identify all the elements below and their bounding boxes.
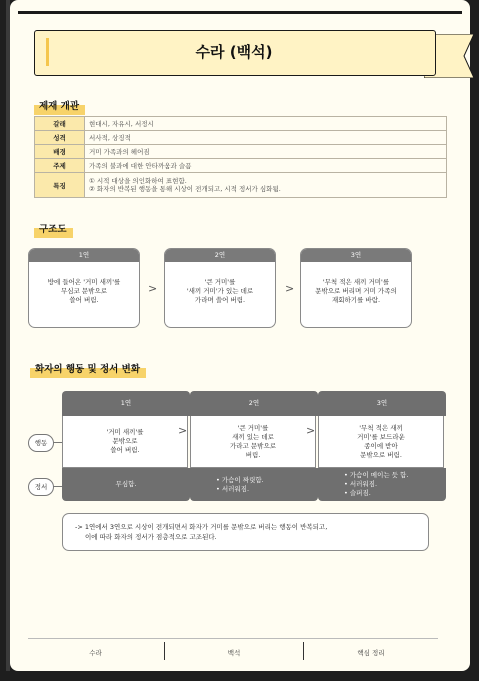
text-line: 재회하기를 바람. — [331, 296, 381, 304]
behavior-column-3 — [318, 391, 446, 501]
text-line: 무심함. — [115, 480, 137, 488]
behavior-heading: 화자의 행동 및 정서 변화 — [30, 358, 146, 378]
text-line: '무척 적은 새끼 — [359, 424, 403, 432]
footer-rule — [28, 638, 438, 639]
text-line: 종이에 받아 — [364, 442, 398, 450]
feature-line: ① 시적 대상을 의인화하여 표현함. — [89, 177, 187, 185]
summary-box — [62, 513, 429, 551]
row-key: 주제 — [35, 159, 85, 173]
text-line: '새끼 거미'가 있는 데로 — [186, 287, 254, 295]
text-line: • 슬퍼짐. — [344, 489, 371, 497]
text-line: • 가슴이 짜릿함. — [216, 476, 264, 484]
text-line: 버림. — [245, 451, 261, 459]
row-label-action: 행동 — [28, 434, 54, 452]
structure-box-3 — [300, 248, 412, 328]
structure-box-body — [29, 262, 139, 305]
text-line: 무심코 문밖으로 — [60, 287, 108, 295]
structure-box-body — [301, 262, 411, 305]
text-line: • 서러워짐. — [216, 485, 250, 493]
text-line: 방에 들어온 '거미 새끼'를 — [47, 278, 121, 286]
structure-box-head: 3연 — [301, 249, 411, 262]
chevron-right-icon: > — [285, 282, 295, 295]
action-cell — [62, 416, 188, 468]
text-line: 쓸어 버림. — [110, 446, 140, 454]
row-label-emotion: 정서 — [28, 478, 54, 496]
text-line: 문밖으로 버림. — [360, 451, 402, 459]
row-value: 현대시, 자유시, 서정시 — [85, 117, 447, 131]
row-key: 특징 — [35, 173, 85, 198]
row-value: 가족의 불과에 대한 안타까움과 슬픔 — [85, 159, 447, 173]
column-head: 3연 — [318, 391, 446, 416]
row-value: 거미 가족과의 헤어짐 — [85, 145, 447, 159]
text-line: 새끼 있는 데로 — [232, 433, 274, 441]
text-line: '무척 적은 새끼 거미'를 — [322, 278, 390, 286]
row-value — [85, 173, 447, 198]
emotion-cell — [318, 468, 446, 501]
table-row — [35, 131, 447, 145]
text-line: '큰 거미'를 — [204, 278, 236, 286]
text-line: • 가슴이 메이는 듯 함. — [344, 471, 409, 479]
text-line: 거미'를 보드라운 — [357, 433, 405, 441]
text-line: 가라고 문밖으로 — [229, 442, 277, 450]
row-key: 성격 — [35, 131, 85, 145]
structure-box-head: 1연 — [29, 249, 139, 262]
text-line: • 서러워짐. — [344, 480, 378, 488]
table-row — [35, 145, 447, 159]
table-row — [35, 159, 447, 173]
structure-box-1 — [28, 248, 140, 328]
summary-line: -> 1연에서 3연으로 시상이 전개되면서 화자가 거미를 문밖으로 버리는 행동이 반복되고, — [75, 523, 328, 531]
chevron-right-icon: > — [148, 282, 158, 295]
behavior-column-1 — [62, 391, 190, 501]
feature-line: ② 화자의 반복된 행동을 통해 시상이 전개되고, 시적 정서가 심화됨. — [89, 185, 281, 193]
footer-title: 수라 — [89, 649, 102, 657]
structure-box-2 — [164, 248, 276, 328]
behavior-column-2 — [190, 391, 318, 501]
chevron-right-icon: > — [178, 424, 188, 437]
text-line: 문밖으로 버리며 거미 가족의 — [315, 287, 397, 295]
row-value: 서사적, 상징적 — [85, 131, 447, 145]
table-row — [35, 117, 447, 131]
overview-table — [34, 116, 447, 198]
overview-heading: 제재 개관 — [34, 95, 85, 115]
structure-box-body — [165, 262, 275, 305]
action-cell — [318, 416, 444, 468]
summary-line: 이에 따라 화자의 정서가 점층적으로 고조된다. — [85, 533, 217, 541]
row-key: 배경 — [35, 145, 85, 159]
table-row — [35, 173, 447, 198]
text-line: 문밖으로 — [112, 437, 138, 445]
footer-section: 핵심 정리 — [357, 649, 385, 657]
emotion-cell — [62, 468, 190, 501]
column-head: 1연 — [62, 391, 190, 416]
text-line: '큰 거미'를 — [237, 424, 269, 432]
text-line: '거미 새끼'를 — [106, 428, 144, 436]
structure-heading: 구조도 — [34, 218, 73, 238]
title-banner — [34, 30, 444, 74]
text-line: 쓸어 버림. — [69, 296, 99, 304]
emotion-cell — [190, 468, 318, 501]
footer-author: 백석 — [227, 649, 241, 657]
top-rule — [18, 11, 462, 14]
text-line: 가라며 쓸어 버림. — [194, 296, 246, 304]
action-cell — [190, 416, 316, 468]
page-title: 수라 (백석) — [195, 43, 273, 61]
chevron-right-icon: > — [306, 424, 316, 437]
structure-box-head: 2연 — [165, 249, 275, 262]
row-key: 갈래 — [35, 117, 85, 131]
column-head: 2연 — [190, 391, 318, 416]
